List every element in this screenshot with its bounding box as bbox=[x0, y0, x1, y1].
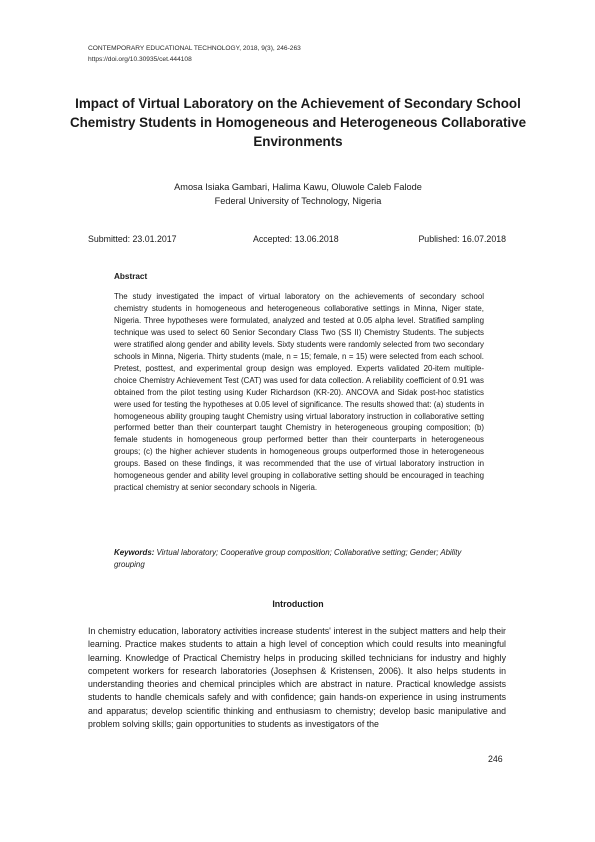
abstract-body: The study investigated the impact of virtual laboratory on the achievements of secondary school chemistry students in homogeneous and heterogeneous collaborative settings in Minna, Niger state, Nigeria. Three hypotheses were formulated, analyzed and tested at 0.05 alpha level. Stratified sampling technique was used to select 60 Senior Secondary Class Two (SS II) Chemistry Students. The subjects were stratified along gender and ability levels. Sixty students were randomly selected from two secondary schools in Minna, Nigeria. Thirty students (male, n = 15; female, n = 15) were selected from each school. Pretest, posttest, and experimental group design was employed. Experts validated 20-item multiple-choice Chemistry Achievement Test (CAT) was used for data collection. A reliability coefficient of 0.91 was obtained from the pilot testing using Kuder Richardson (KR-20). ANCOVA and Sidak post-hoc statistics were used for testing the hypotheses at 0.05 level of significance. The results showed that: (a) students in homogeneous ability grouping taught Chemistry using virtual laboratory instruction in collaborative setting performed better than their counterpart taught Chemistry in heterogeneous grouping composition; (b) female students in homogeneous group performed better than their counterparts in heterogeneous groups; (c) the higher achiever students in homogeneous groups outperformed those in heterogeneous groups. Based on these findings, it was recommended that the use of virtual laboratory instruction in homogeneous gender and ability level grouping in collaborative setting should be encouraged in teaching practical chemistry at senior secondary schools in Nigeria. bbox=[114, 292, 484, 493]
introduction-body: In chemistry education, laboratory activities increase students' interest in the subject matters and help their learning. Practice makes students to attain a high level of conception which could results into meaningful learning. Knowledge of Practical Chemistry helps in producing skilled technicians for industry and highly competent workers for research laboratories (Josephsen & Kristensen, 2006). It also helps students in understanding theories and chemical principles which are abstract in nature. Practical knowledge assists students to handle chemicals safely and with confidence; gain hands-on experience in using instruments and apparatus; develop scientific thinking and enthusiasm to chemistry; develop basic manipulative and problem solving skills; gain opportunities to students as investigators of the bbox=[88, 626, 506, 729]
publication-dates bbox=[88, 233, 506, 245]
author-affiliation: Federal University of Technology, Nigeria bbox=[214, 196, 382, 206]
keywords-label: Keywords: bbox=[114, 548, 155, 557]
author-block bbox=[60, 180, 536, 208]
journal-header bbox=[88, 43, 301, 65]
paper-title: Impact of Virtual Laboratory on the Achievement of Secondary School Chemistry Students in Homogeneous and Heterogeneous Collaborative Environments bbox=[69, 96, 527, 149]
keywords-text: Virtual laboratory; Cooperative group composition; Collaborative setting; Gender; Ability grouping bbox=[114, 548, 462, 569]
published-date: Published: 16.07.2018 bbox=[418, 234, 506, 244]
keywords bbox=[114, 547, 484, 570]
doi-link[interactable]: https://doi.org/10.30935/cet.444108 bbox=[88, 56, 192, 63]
accepted-date: Accepted: 13.06.2018 bbox=[253, 234, 339, 244]
journal-citation: CONTEMPORARY EDUCATIONAL TECHNOLOGY, 2018, 9(3), 246-263 bbox=[88, 45, 301, 52]
page-number: 246 bbox=[488, 754, 503, 764]
introduction-heading: Introduction bbox=[272, 599, 324, 609]
submitted-date: Submitted: 23.01.2017 bbox=[88, 234, 177, 244]
abstract-heading: Abstract bbox=[114, 272, 148, 281]
author-names: Amosa Isiaka Gambari, Halima Kawu, Oluwole Caleb Falode bbox=[174, 182, 422, 192]
